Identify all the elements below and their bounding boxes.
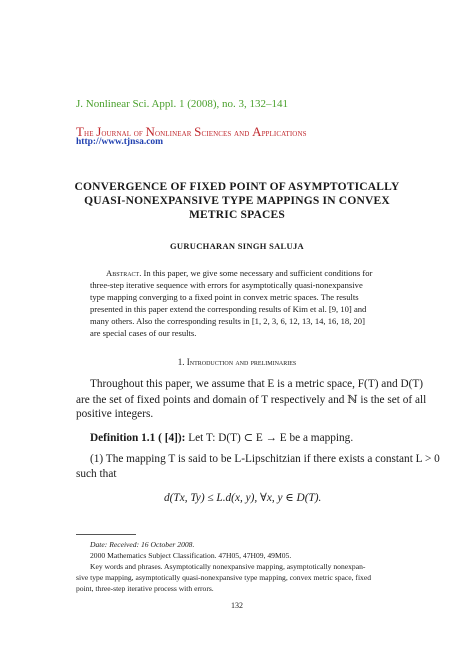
footnote-keywords-line-2: sive type mapping, asymptotically quasi-nonexpansive type mapping, convex metric space, fixed — [76, 573, 372, 582]
abstract-line-3: type mapping converging to a fixed point in convex metric spaces. The results — [90, 292, 359, 302]
definition-reference: ( [4]): — [158, 432, 186, 444]
intro-paragraph-line-2: are the set of fixed points and domain of T respectively and ℕ is the set of all — [76, 394, 427, 406]
abstract-text: In this paper, we give some necessary and sufficient conditions for — [143, 268, 373, 278]
footnote-msc: 2000 Mathematics Subject Classification. 47H05, 47H09, 49M05. — [90, 551, 292, 560]
item1-line-1: (1) The mapping T is said to be L-Lipschitzian if there exists a constant L > 0 — [90, 453, 440, 465]
paper-title-line-3: METRIC SPACES — [189, 209, 285, 221]
definition-text: Let T: D(T) ⊂ E → E be a mapping. — [188, 432, 354, 444]
definition-line — [90, 431, 353, 444]
footnote-divider — [76, 534, 136, 535]
page-number: 132 — [231, 601, 243, 610]
footnote-date: Date: Received: 16 October 2008. — [90, 540, 195, 549]
paper-title-line-2: QUASI-NONEXPANSIVE TYPE MAPPINGS IN CONVEX — [84, 195, 390, 207]
section-heading: 1. Introduction and preliminaries — [177, 357, 297, 367]
abstract-line-5: many others. Also the corresponding results in [1, 2, 3, 6, 12, 13, 14, 16, 18, 20] — [90, 316, 365, 326]
abstract-line-1 — [106, 268, 372, 278]
item1-line-2: such that — [76, 468, 117, 480]
journal-name-part: onlinear — [154, 128, 195, 139]
journal-name-part: pplications — [261, 128, 307, 139]
journal-name-initial-t: T — [76, 124, 85, 139]
journal-url-link[interactable]: http://www.tjnsa.com — [76, 137, 164, 147]
abstract-line-4: presented in this paper extend the corresponding results of Kim et al. [9, 10] and — [90, 304, 367, 314]
journal-name-part: ournal of — [101, 128, 146, 139]
intro-paragraph-line-1: Throughout this paper, we assume that E is a metric space, F(T) and D(T) — [90, 378, 424, 390]
journal-name-initial-s: S — [194, 124, 202, 139]
paper-title-line-1: CONVERGENCE OF FIXED POINT OF ASYMPTOTICALLY — [74, 181, 400, 193]
definition-label: Definition 1.1 — [90, 432, 156, 444]
journal-name-initial-n: N — [145, 124, 155, 139]
lipschitz-equation: d(Tx, Ty) ≤ L.d(x, y), ∀x, y ∈ D(T). — [164, 492, 322, 504]
journal-name-initial-j: J — [96, 124, 102, 139]
intro-paragraph-line-3: positive integers. — [76, 408, 154, 420]
journal-name-part: he — [84, 128, 97, 139]
footnote-keywords-line-1: Key words and phrases. Asymptotically nonexpansive mapping, asymptotically nonexpan- — [90, 562, 366, 571]
abstract-line-6: are special cases of our results. — [90, 328, 197, 338]
footnote-keywords-line-3: point, three-step iterative process with errors. — [76, 584, 214, 593]
abstract-line-2: three-step iterative sequence with errors for asymptotically quasi-nonexpansive — [90, 280, 363, 290]
abstract-label: Abstract. — [106, 268, 142, 278]
author-name: GURUCHARAN SINGH SALUJA — [170, 241, 304, 251]
journal-name-part: ciences and — [201, 128, 253, 139]
journal-reference: J. Nonlinear Sci. Appl. 1 (2008), no. 3, 132–141 — [76, 98, 289, 110]
journal-name-initial-a: A — [252, 124, 262, 139]
